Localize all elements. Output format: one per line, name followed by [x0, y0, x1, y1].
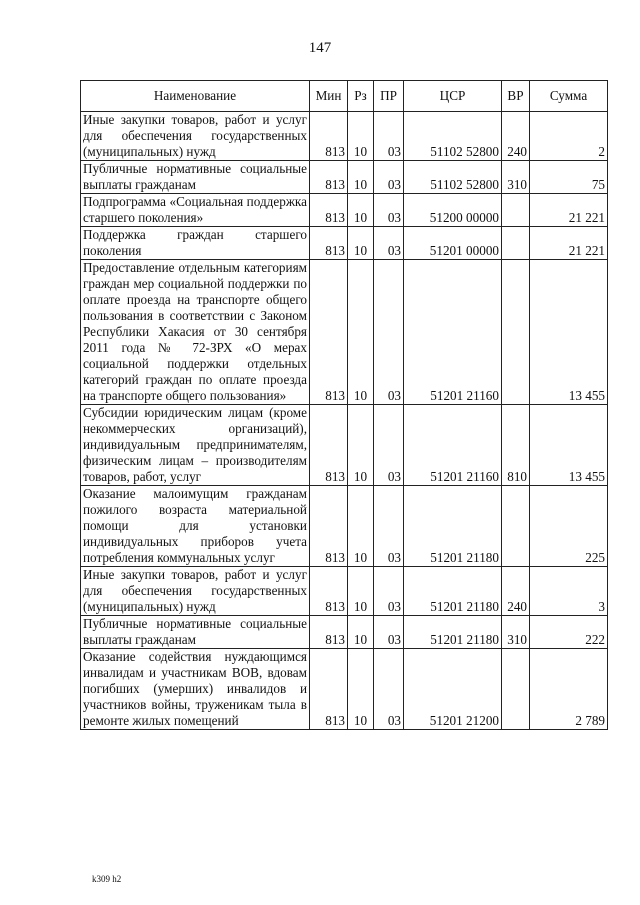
row-pr: 03: [374, 161, 404, 194]
row-name: Оказание содействия нуждающимся инвалидам и участникам ВОВ, вдовам погибших (умерших) инвалидов и участников войны, труженикам тыла в ремонте жилых помещений: [81, 649, 310, 730]
row-sum: 21 221: [530, 227, 608, 260]
row-min: 813: [310, 567, 348, 616]
header-csr: ЦСР: [404, 81, 502, 112]
row-rz: 10: [348, 161, 374, 194]
row-pr: 03: [374, 649, 404, 730]
table-row: [81, 112, 608, 161]
row-min: 813: [310, 616, 348, 649]
table-row: [81, 161, 608, 194]
row-rz: 10: [348, 486, 374, 567]
row-vr: [502, 260, 530, 405]
row-rz: 10: [348, 649, 374, 730]
row-vr: 310: [502, 161, 530, 194]
row-csr: 51102 52800: [404, 161, 502, 194]
row-vr: [502, 486, 530, 567]
row-min: 813: [310, 194, 348, 227]
row-sum: 21 221: [530, 194, 608, 227]
row-csr: 51201 21180: [404, 616, 502, 649]
row-vr: 310: [502, 616, 530, 649]
header-name: Наименование: [81, 81, 310, 112]
row-csr: 51201 21200: [404, 649, 502, 730]
row-vr: 810: [502, 405, 530, 486]
table-row: [81, 260, 608, 405]
table-row: [81, 567, 608, 616]
row-name: Публичные нормативные социальные выплаты гражданам: [81, 616, 310, 649]
row-rz: 10: [348, 405, 374, 486]
row-min: 813: [310, 260, 348, 405]
header-min: Мин: [310, 81, 348, 112]
row-pr: 03: [374, 194, 404, 227]
table-row: [81, 486, 608, 567]
row-sum: 75: [530, 161, 608, 194]
table-header-row: [81, 81, 608, 112]
row-rz: 10: [348, 616, 374, 649]
row-pr: 03: [374, 260, 404, 405]
row-min: 813: [310, 405, 348, 486]
page-number: 147: [308, 40, 332, 56]
row-rz: 10: [348, 227, 374, 260]
row-min: 813: [310, 649, 348, 730]
row-name: Публичные нормативные социальные выплаты гражданам: [81, 161, 310, 194]
header-pr: ПР: [374, 81, 404, 112]
row-pr: 03: [374, 567, 404, 616]
row-pr: 03: [374, 112, 404, 161]
row-csr: 51102 52800: [404, 112, 502, 161]
table-row: [81, 405, 608, 486]
row-pr: 03: [374, 405, 404, 486]
row-csr: 51201 21160: [404, 260, 502, 405]
row-rz: 10: [348, 112, 374, 161]
row-csr: 51201 21180: [404, 567, 502, 616]
row-sum: 222: [530, 616, 608, 649]
row-sum: 2 789: [530, 649, 608, 730]
row-vr: [502, 649, 530, 730]
row-rz: 10: [348, 567, 374, 616]
row-sum: 225: [530, 486, 608, 567]
header-vr: ВР: [502, 81, 530, 112]
row-vr: 240: [502, 567, 530, 616]
row-csr: 51201 21180: [404, 486, 502, 567]
row-vr: [502, 194, 530, 227]
row-name: Оказание малоимущим гражданам пожилого возраста материальной помощи для установки индивидуальных приборов учета потребления коммунальных услуг: [81, 486, 310, 567]
row-csr: 51201 00000: [404, 227, 502, 260]
header-sum: Сумма: [530, 81, 608, 112]
row-name: Поддержка граждан старшего поколения: [81, 227, 310, 260]
row-vr: [502, 227, 530, 260]
row-sum: 2: [530, 112, 608, 161]
row-pr: 03: [374, 486, 404, 567]
row-min: 813: [310, 227, 348, 260]
row-pr: 03: [374, 227, 404, 260]
row-name: Иные закупки товаров, работ и услуг для обеспечения государственных (муниципальных) нужд: [81, 567, 310, 616]
row-name: Предоставление отдельным категориям граждан мер социальной поддержки по оплате проезда на транспорте общего пользования в соответствии с Законом Республики Хакасия от 30 сентября 2011 года № 72-ЗРХ «О мерах социальной поддержки отдельных категорий граждан по оплате проезда на транспорте общего пользования»: [81, 260, 310, 405]
row-min: 813: [310, 486, 348, 567]
row-min: 813: [310, 112, 348, 161]
row-rz: 10: [348, 260, 374, 405]
row-sum: 13 455: [530, 405, 608, 486]
row-pr: 03: [374, 616, 404, 649]
row-csr: 51200 00000: [404, 194, 502, 227]
row-min: 813: [310, 161, 348, 194]
budget-table: [80, 80, 608, 730]
row-csr: 51201 21160: [404, 405, 502, 486]
row-rz: 10: [348, 194, 374, 227]
table-row: [81, 227, 608, 260]
header-rz: Рз: [348, 81, 374, 112]
row-name: Субсидии юридическим лицам (кроме некоммерческих организаций), индивидуальным предпринимателям, физическим лицам – производителям товаров, работ, услуг: [81, 405, 310, 486]
table-row: [81, 616, 608, 649]
row-name: Подпрограмма «Социальная поддержка старшего поколения»: [81, 194, 310, 227]
table-row: [81, 649, 608, 730]
row-vr: 240: [502, 112, 530, 161]
row-name: Иные закупки товаров, работ и услуг для обеспечения государственных (муниципальных) нужд: [81, 112, 310, 161]
row-sum: 13 455: [530, 260, 608, 405]
document-footer-code: k309 h2: [92, 874, 122, 884]
table-row: [81, 194, 608, 227]
row-sum: 3: [530, 567, 608, 616]
